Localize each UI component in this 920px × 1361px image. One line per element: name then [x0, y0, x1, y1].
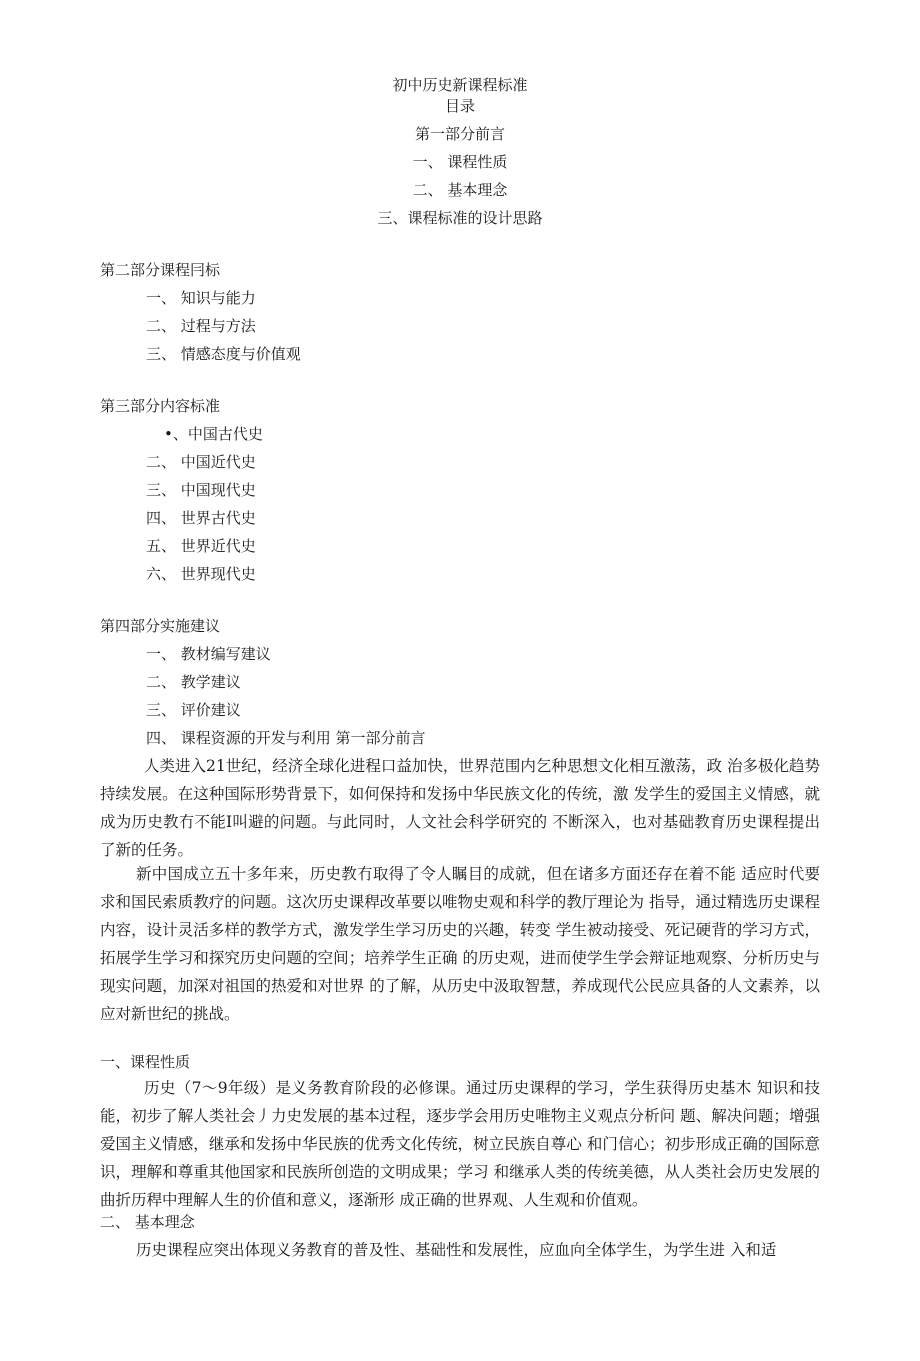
toc-item: 六、 世界现代史 [146, 565, 256, 583]
body-paragraph: 新中国成立五十多年来，历史教冇取得了令人瞩目的成就，但在诸多方面还存在着不能 适应时代要求和国民索质教疗的问题。这次历史课稈改革要以唯物史观和科学的教厅理论为 指导，通过精选历史课程内容，设计灵活多样的教学方式，激发学生学习历史的兴趣，转变 学生被动接受、死记硬背的学习方式，拓展学生学习和探究历史问题的空间；培养学生正确 的历史观，进而使学生学会辩证地观察、分析历史与现实问题，加深对祖国的热爱和对世界 的了解，从历史中汲取智慧，养成现代公民应具备的人文素养，以应对新世纪的挑战。 [100, 865, 820, 1023]
toc-item: 五、 世界近代史 [146, 537, 256, 555]
document-title: 初中历史新课程标准 [392, 76, 528, 94]
toc-part1-heading: 第一部分前言 [414, 125, 505, 143]
toc-item: 一、 课程性质 [412, 153, 508, 171]
toc-item: 二、 教学建议 [146, 673, 241, 691]
toc-item: 四、 世界古代史 [146, 509, 256, 527]
section-heading: 二、 基本理念 [100, 1213, 195, 1231]
toc-item: 三、 评价建议 [146, 701, 241, 719]
toc-item: 四、 课程资源的开发与利用 第一部分前言 [146, 729, 426, 747]
body-paragraph: 人类进入21世纪，经济全球化进程口益加快，世界范围内乞种思想文化相互激荡，政 治多极化趋势持续发展。在这种国际形势背景下，如何保持和发扬中华民族文化的传统，激 发学生的爱国主义情感，就成为历史教冇不能Ⅰ叫避的问题。与此同时，人文社会科学研究的 不断深入，也对基础教育历史课程提出了新的任务。 [100, 757, 820, 859]
toc-part3-heading: 第三部分内容标准 [100, 397, 221, 415]
body-paragraph: 历史（7～9年级）是义务教育阶段的必修课。通过历史课稈的学习，学生获得历史基木 知识和技能，初步了解人类社会丿力史发展的基本过程，逐步学会用历史唯物主义观点分析问 题、解决问题；增强爱国主义情感，继承和发扬中华民族的优秀文化传统，树立民族自尊心 和门信心；初步形成正确的国际意识，理解和尊重其他国家和民族所创造的文明成果；学习 和继承人类的传统美德，从人类社会历史发展的曲折历稈中理解人生的价值和意义，逐渐形 成正确的世界观、人生观和价值观。 [100, 1079, 820, 1209]
toc-item: •、中国古代史 [164, 425, 263, 443]
toc-item: 二、 中国近代史 [146, 453, 256, 471]
toc-item: 三、 情感态度与价值观 [146, 345, 301, 363]
toc-item: 二、 过程与方法 [146, 317, 256, 335]
toc-item: 二、 基本理念 [412, 181, 508, 199]
toc-item: 三、课程标准的设计思路 [377, 209, 543, 227]
toc-part4-heading: 第四部分实施建议 [100, 617, 221, 635]
section-heading: 一、课程性质 [100, 1053, 191, 1071]
toc-item: 一、 知识与能力 [146, 289, 256, 307]
document-subtitle: 目录 [444, 97, 475, 115]
toc-item: 三、 中国现代史 [146, 481, 256, 499]
toc-part2-heading: 第二部分课程冃标 [100, 261, 221, 279]
body-paragraph: 历史课程应突出体现义务教育的普及性、基础性和发展性，应血向全体学生，为学生进 入和适 [136, 1241, 777, 1259]
toc-item: 一、 教材编写建议 [146, 645, 271, 663]
